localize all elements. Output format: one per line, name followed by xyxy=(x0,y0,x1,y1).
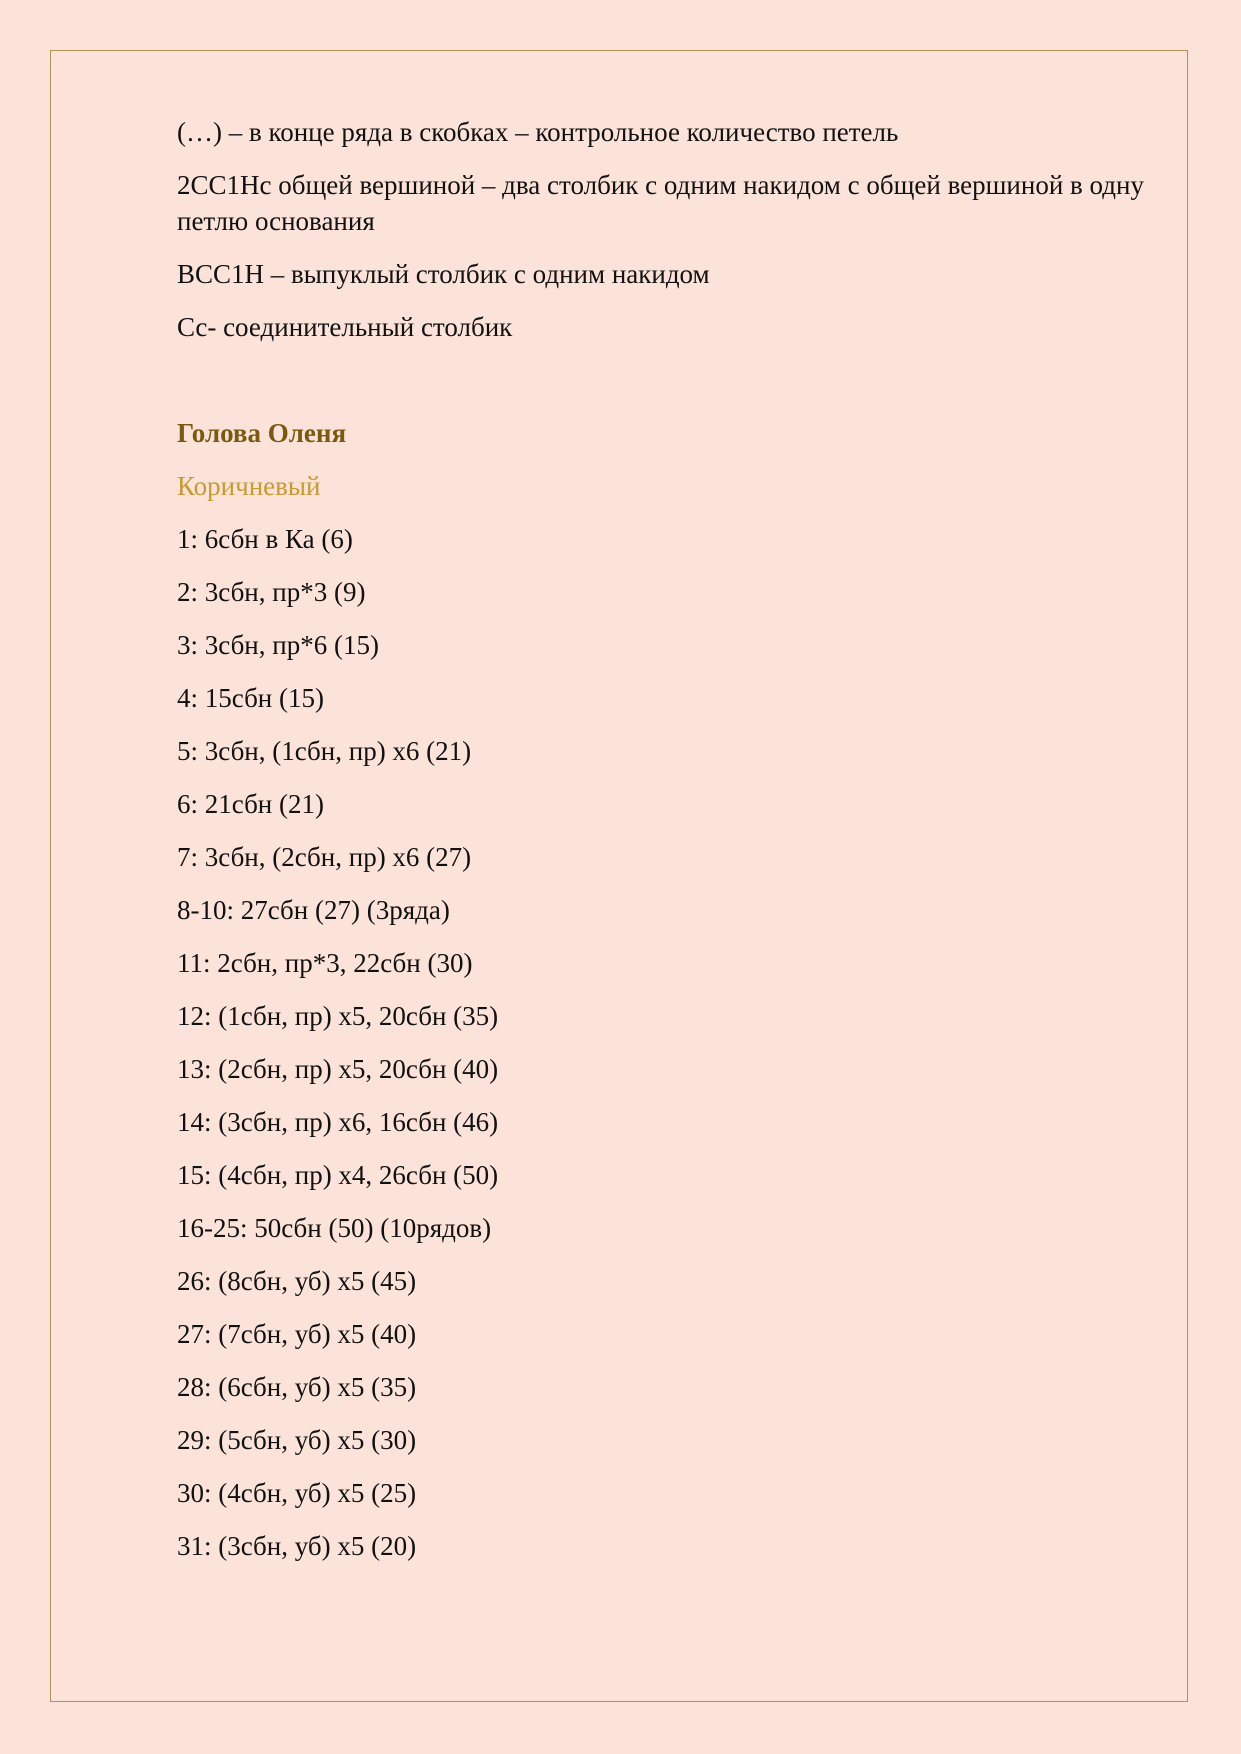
pattern-row: 26: (8сбн, уб) х5 (45) xyxy=(177,1266,417,1296)
legend-line: ВСС1Н – выпуклый столбик с одним накидом xyxy=(177,259,710,289)
pattern-row: 28: (6сбн, уб) х5 (35) xyxy=(177,1372,417,1402)
pattern-row: 8-10: 27сбн (27) (3ряда) xyxy=(177,895,450,925)
pattern-row: 7: 3сбн, (2сбн, пр) х6 (27) xyxy=(177,842,472,872)
pattern-row: 6: 21сбн (21) xyxy=(177,789,324,819)
pattern-row: 30: (4сбн, уб) х5 (25) xyxy=(177,1478,417,1508)
legend-line: 2СС1Нс общей вершиной – два столбик с одним накидом с общей вершиной в одну петлю основания xyxy=(177,170,1144,236)
pattern-row: 5: 3сбн, (1сбн, пр) х6 (21) xyxy=(177,736,472,766)
spacer xyxy=(177,362,1152,415)
pattern-row: 16-25: 50сбн (50) (10рядов) xyxy=(177,1213,492,1243)
section-title: Голова Оленя xyxy=(177,418,347,448)
pattern-row: 15: (4сбн, пр) х4, 26сбн (50) xyxy=(177,1160,499,1190)
pattern-row: 12: (1сбн, пр) х5, 20сбн (35) xyxy=(177,1001,499,1031)
pattern-row: 31: (3сбн, уб) х5 (20) xyxy=(177,1531,417,1561)
color-label: Коричневый xyxy=(177,471,321,501)
legend-line: Сс- соединительный столбик xyxy=(177,312,513,342)
pattern-row: 3: 3сбн, пр*6 (15) xyxy=(177,630,379,660)
pattern-row: 11: 2сбн, пр*3, 22сбн (30) xyxy=(177,948,473,978)
pattern-row: 1: 6сбн в Ка (6) xyxy=(177,524,353,554)
pattern-row: 13: (2сбн, пр) х5, 20сбн (40) xyxy=(177,1054,499,1084)
pattern-row: 4: 15сбн (15) xyxy=(177,683,324,713)
pattern-row: 14: (3сбн, пр) х6, 16сбн (46) xyxy=(177,1107,499,1137)
pattern-row: 2: 3сбн, пр*3 (9) xyxy=(177,577,366,607)
legend-line: (…) – в конце ряда в скобках – контрольное количество петель xyxy=(177,117,899,147)
pattern-row: 27: (7сбн, уб) х5 (40) xyxy=(177,1319,417,1349)
document-content xyxy=(177,114,1152,1581)
pattern-row: 29: (5сбн, уб) х5 (30) xyxy=(177,1425,417,1455)
